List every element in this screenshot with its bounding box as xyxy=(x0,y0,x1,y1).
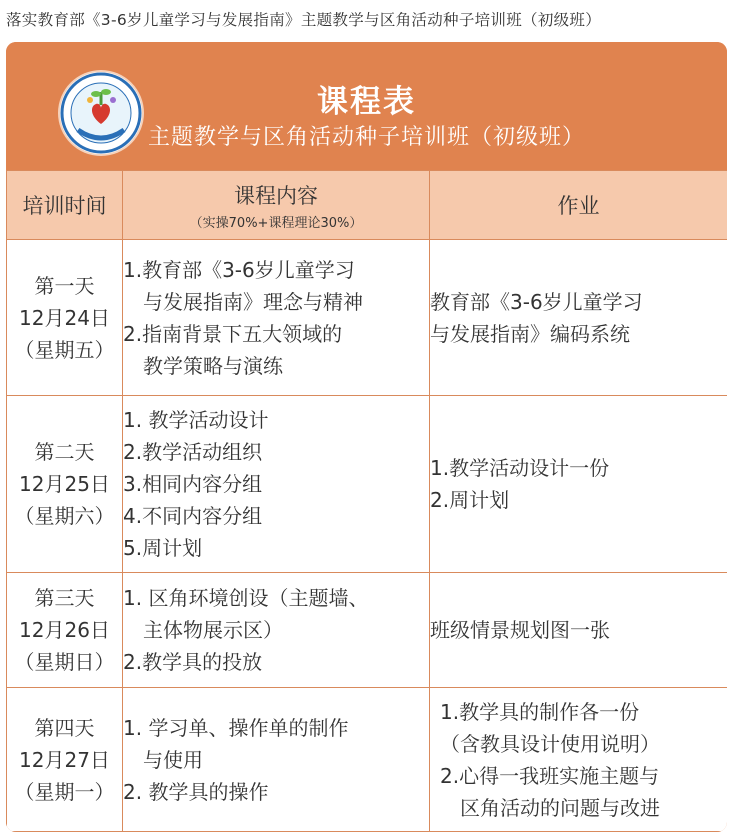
training-time-cell xyxy=(7,573,123,688)
course-content-cell xyxy=(123,688,430,832)
course-content-cell xyxy=(123,240,430,396)
content-line: 1.教育部《3-6岁儿童学习 xyxy=(123,257,355,282)
homework-cell xyxy=(430,240,728,396)
date-label: 12月24日 xyxy=(19,305,110,330)
table-row xyxy=(7,396,728,573)
page-title: 课程表 xyxy=(317,84,416,120)
day-label: 第二天 xyxy=(34,440,95,464)
content-line: 1. 区角环境创设（主题墙、 xyxy=(123,586,369,610)
homework-line: 班级情景规划图一张 xyxy=(430,618,610,642)
page-subtitle: 主题教学与区角活动种子培训班（初级班） xyxy=(147,125,585,150)
content-line: 与发展指南》理念与精神 xyxy=(143,289,363,314)
column-header-time: 培训时间 xyxy=(7,171,123,240)
column-header-content: 课程内容 （实操70%+课程理论30%） xyxy=(123,171,430,240)
day-label: 第三天 xyxy=(34,586,95,610)
homework-line: 教育部《3-6岁儿童学习 xyxy=(430,289,643,314)
content-line: 2. 教学具的操作 xyxy=(123,779,269,804)
content-line: 与使用 xyxy=(143,747,203,772)
date-label: 12月25日 xyxy=(19,472,110,496)
homework-line: 1.教学活动设计一份 xyxy=(430,456,610,480)
training-time-cell xyxy=(7,396,123,573)
content-line: 主体物展示区） xyxy=(143,618,283,642)
weekday-label: （星期一） xyxy=(14,779,115,804)
table-row xyxy=(7,688,728,832)
weekday-label: （星期六） xyxy=(14,504,115,528)
table-row xyxy=(7,240,728,396)
content-line: 教学策略与演练 xyxy=(143,353,283,378)
day-label: 第四天 xyxy=(34,715,95,740)
content-line: 1. 学习单、操作单的制作 xyxy=(123,715,349,740)
content-line: 5.周计划 xyxy=(123,536,203,560)
table-row xyxy=(7,573,728,688)
homework-line: 2.心得一我班实施主题与 xyxy=(440,763,660,788)
day-label: 第一天 xyxy=(34,273,95,298)
weekday-label: （星期五） xyxy=(14,337,115,362)
homework-line: 2.周计划 xyxy=(430,488,510,512)
schedule-header xyxy=(6,42,727,170)
course-content-cell xyxy=(123,396,430,573)
homework-cell xyxy=(430,573,728,688)
weekday-label: （星期日） xyxy=(14,650,115,674)
homework-cell xyxy=(430,396,728,573)
homework-line: 1.教学具的制作各一份 xyxy=(440,699,640,724)
schedule-card xyxy=(6,42,727,832)
content-line: 2.教学活动组织 xyxy=(123,440,263,464)
training-time-cell xyxy=(7,240,123,396)
content-line: 1. 教学活动设计 xyxy=(123,408,269,432)
date-label: 12月26日 xyxy=(19,618,110,642)
page-caption: 落实教育部《3-6岁儿童学习与发展指南》主题教学与区角活动种子培训班（初级班） xyxy=(6,11,602,29)
content-line: 4.不同内容分组 xyxy=(123,504,263,528)
homework-line: （含教具设计使用说明） xyxy=(440,731,660,756)
training-time-cell xyxy=(7,688,123,832)
table-header-row xyxy=(7,171,728,240)
course-content-cell xyxy=(123,573,430,688)
content-line: 2.指南背景下五大领域的 xyxy=(123,321,343,346)
date-label: 12月27日 xyxy=(19,747,110,772)
column-header-content-note: （实操70%+课程理论30%） xyxy=(189,215,363,231)
homework-line: 与发展指南》编码系统 xyxy=(430,321,630,346)
homework-line: 区角活动的问题与改进 xyxy=(460,795,660,820)
homework-cell xyxy=(430,688,728,832)
column-header-homework: 作业 xyxy=(430,171,728,240)
schedule-table xyxy=(6,170,727,832)
content-line: 3.相同内容分组 xyxy=(123,472,263,496)
content-line: 2.教学具的投放 xyxy=(123,650,263,674)
